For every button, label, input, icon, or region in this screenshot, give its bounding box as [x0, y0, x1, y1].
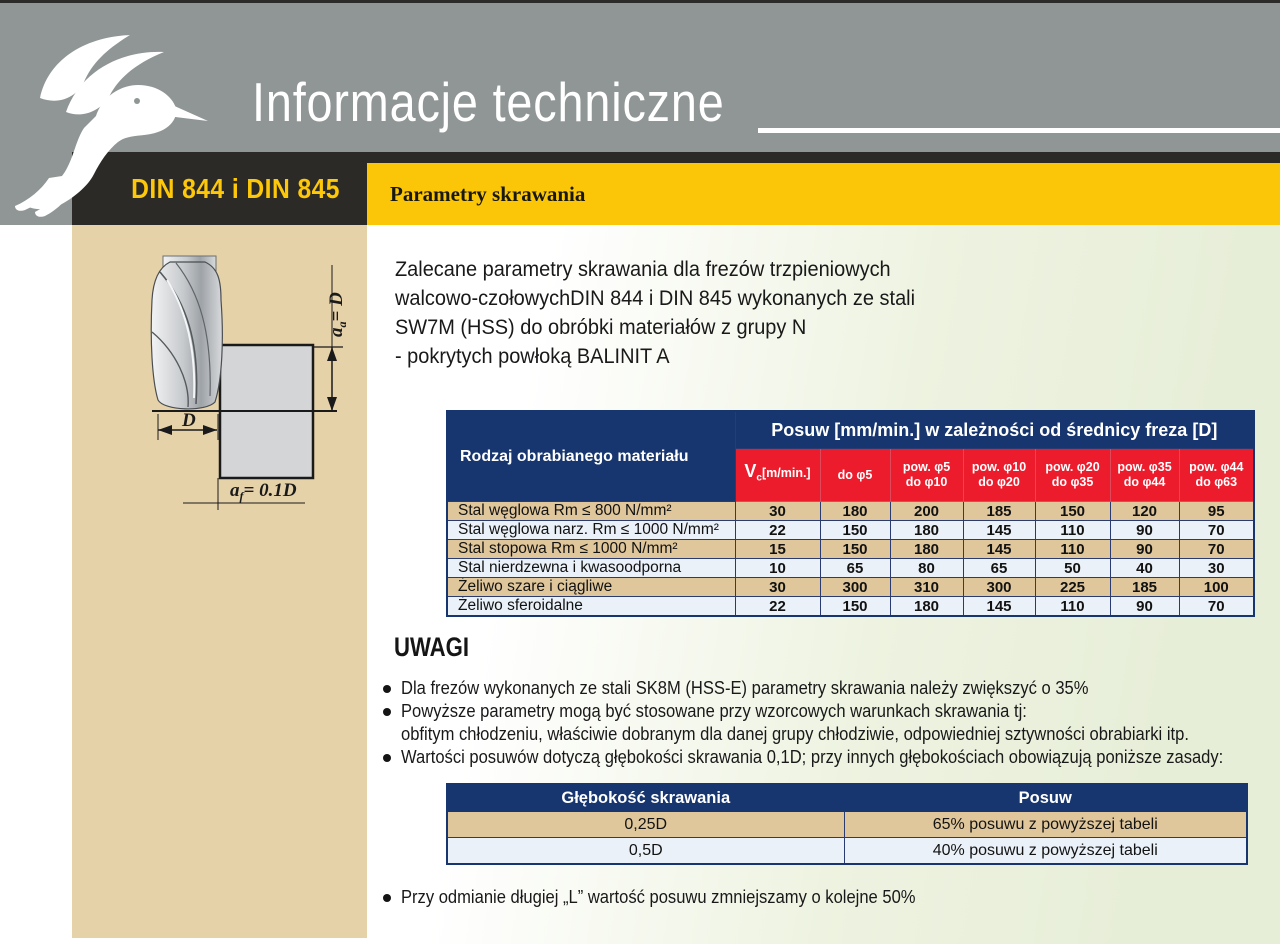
table-row: Stal stopowa Rm ≤ 1000 N/mm² 15 150 180 145 110 90 70 [447, 540, 1254, 559]
page-title: Informacje techniczne [252, 71, 725, 133]
list-item: Powyższe parametry mogą być stosowane przy wzorcowych warunkach skrawania tj: [377, 700, 1280, 723]
notes-heading: UWAGI [394, 632, 470, 662]
vc-column-header: $V_c[m/\min.]$ [735, 449, 820, 502]
table-row: 0,25D 65% posuwu z powyższej tabeli [447, 812, 1247, 838]
endmill-diagram [140, 248, 355, 513]
bullet-icon [383, 685, 391, 693]
intro-paragraph [395, 255, 915, 371]
table-row: 0,5D 40% posuwu z powyższej tabeli [447, 838, 1247, 865]
list-item: Dla frezów wykonanych ze stali SK8M (HSS-E) parametry skrawania należy zwiększyć o 35% [377, 677, 1280, 700]
section-label: Parametry skrawania [390, 181, 586, 206]
diameter-column-header: pow. φ20 do φ35 [1035, 449, 1110, 502]
intro-line: - pokrytych powłoką BALINIT A [395, 345, 670, 368]
feed-column-header: Posuw [844, 784, 1247, 812]
list-item: Wartości posuwów dotyczą głębokości skrawania 0,1D; przy innych głębokościach obowiązują poniższe zasady: [377, 746, 1280, 769]
list-item-continuation: obfitym chłodzeniu, właściwie dobranym dla danej grupy chłodziwie, odpowiedniej sztywności obrabiarki itp. [401, 724, 1189, 744]
intro-line: Zalecane parametry skrawania dla frezów trzpieniowych [395, 258, 891, 281]
depth-feed-table [446, 783, 1248, 865]
bird-eye [134, 98, 140, 104]
diameter-column-header: pow. φ44 do φ63 [1179, 449, 1254, 502]
title-underline [758, 128, 1280, 133]
table-row: Stal węglowa Rm ≤ 800 N/mm² 30 180 200 185 150 120 95 [447, 502, 1254, 521]
diameter-column-header: pow. φ10 do φ20 [963, 449, 1035, 502]
material-column-header: Rodzaj obrabianego materiału [447, 411, 735, 502]
table-row: Stal nierdzewna i kwasoodporna 10 65 80 65 50 40 30 [447, 559, 1254, 578]
bullet-icon [383, 708, 391, 716]
main-content [367, 225, 1280, 944]
bullet-icon [383, 754, 391, 762]
dim-diameter-label: D [182, 410, 196, 431]
notes-list [377, 677, 1280, 769]
table-row: Stal węglowa narz. Rm ≤ 1000 N/mm² 22 150 180 145 110 90 70 [447, 521, 1254, 540]
bullet-icon [383, 894, 391, 902]
footer-note: Przy odmianie długiej „L” wartość posuwu zmniejszamy o kolejne 50% [377, 886, 960, 909]
diameter-column-header: pow. φ5 do φ10 [890, 449, 963, 502]
din-standard-label: DIN 844 i DIN 845 [131, 172, 340, 204]
feed-span-header: Posuw [mm/min.] w zależności od średnicy freza [D] [735, 411, 1254, 449]
intro-line: walcowo-czołowychDIN 844 i DIN 845 wykonanych ze stali [395, 287, 916, 310]
table-row: Żeliwo szare i ciągliwe 30 300 310 300 225 185 100 [447, 578, 1254, 597]
intro-line: SW7M (HSS) do obróbki materiałów z grupy N [395, 316, 807, 339]
diameter-column-header: do φ5 [820, 449, 890, 502]
dim-radial-label: $a_f= 0.1D$ [230, 480, 297, 503]
depth-column-header: Głębokość skrawania [447, 784, 844, 812]
table-row: Żeliwo sferoidalne 22 150 180 145 110 90 70 [447, 597, 1254, 617]
dim-axial-label: $a_a= D$ [326, 292, 349, 337]
cutting-parameters-table [446, 410, 1255, 617]
diameter-column-header: pow. φ35 do φ44 [1110, 449, 1179, 502]
